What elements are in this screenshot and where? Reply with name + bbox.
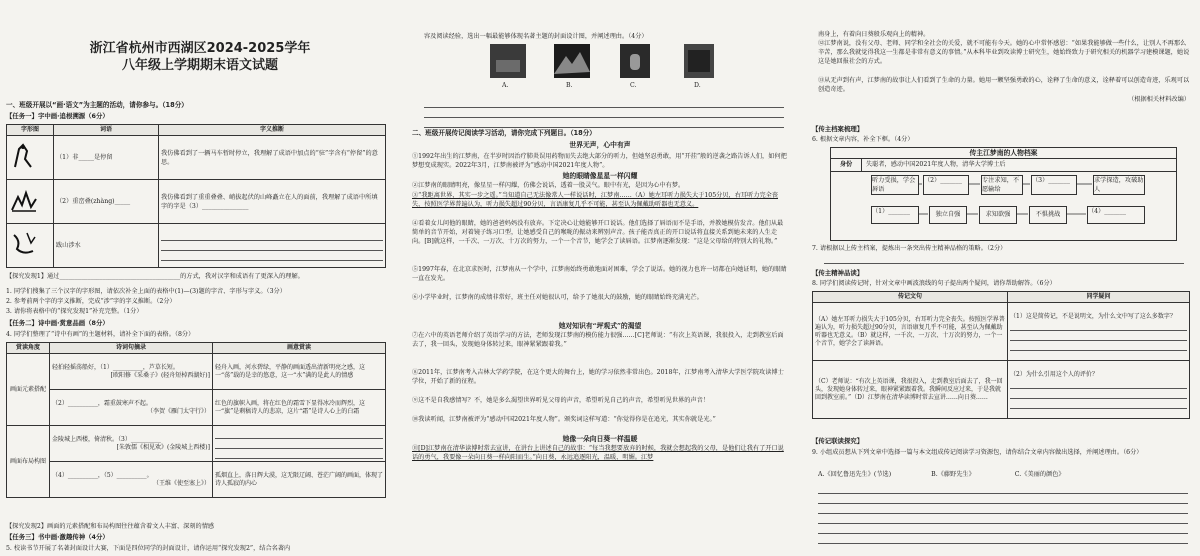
option-b[interactable]: B.《藤野先生》	[931, 471, 975, 478]
exam-title-line1: 浙江省杭州市西湖区2024-2025学年	[89, 41, 311, 56]
cover-label-b: B.	[566, 82, 573, 89]
archive-identity-row	[831, 159, 1176, 172]
para-7: ⑦在六中的英语老师介绍了英语学习的方法，老师发现江梦南的模仿能力很强……[C]老师说：“有次上英语课，我很投入，走到教室后面去了，我一回头，发现她身体转过来，眼神紧紧跟着我。”	[412, 332, 784, 348]
char-table-header-word: 词语	[54, 125, 159, 136]
para-1: ①1992年出生的江梦南，在半岁时因治疗肺炎误用药物而失去绝大部分的听力，但她坚忍勇敢，用“开挂”般的逆袭之路告诉人们，如何把梦想变成现实。2022年3月，江梦南被评为“感动中国2021年度人物”。	[412, 153, 787, 169]
note-cell-3	[213, 426, 386, 462]
discover-2: 【探究发现2】画面的元素搭配和布局构图往往蕴含着文人丰富、深刻的情感	[6, 523, 215, 530]
task-b-heading: 【传主精神品读】	[812, 269, 864, 277]
para-2: ②江梦南的眼睛明亮，像星星一样闪耀，仿佛会说话，透着一股灵气。眼中有光，是因为心中有梦。	[412, 182, 685, 189]
poem-table-header-lines: 诗词句摘录	[50, 343, 213, 354]
para-12: 南身上，有着向日葵般乐观向上的精神。	[818, 31, 930, 38]
glyph-image-she	[7, 224, 54, 268]
flow-top-1: 听力受损，学会唇语	[871, 175, 919, 195]
question-2: 2. 参考前两个字的字义推断，完成“涉”字的字义推断。（2分）	[6, 298, 176, 305]
para-4: ④看着女儿问他的眼睛，她的爸爸妈妈没有放弃。下定决心让她能够开口说话。他们选择了唇语而不是手语，并教她模仿发音。他们从最简单的音节开始，对着镜子练习口型，让她感受自己的喉咙的振动来辨别声音。孩子能否真正的开口说话将直接关系到她未来的人生走向。[B]就这样，一千次、一万次、十万次的努力，一个一个音节，她学会了读唇语。江梦南逐渐发现：“这是父母给的特别大的礼物。”	[412, 220, 784, 245]
question-7: 7. 请根据以上传主档案，提炼出一条突出传主精神品格的策略。（2分）	[812, 245, 1007, 252]
doubt-text-1: （A）她左耳听力损失大于105分贝，右耳听力完全丧失。按照医学界普遍认为，听力损失超过90分贝，言语康复几乎不可能，甚至认为佩戴助听器也无意义。（B）就这样，一千次、一万次、十万次的努力，一个一个音节，她学会了读唇语。	[813, 303, 1008, 361]
question-5: 5. 校读书节开展了名著封面设计大赛，下面是四位同学的封面设计，请你运用“探究发现2”，结合名著内	[6, 545, 291, 552]
question-3: 3. 请你将表格中的“探究发现1”补充完整。（1分）	[6, 308, 143, 315]
poem-table	[6, 342, 386, 498]
angle-layout: 画面布局构图	[7, 426, 50, 498]
subtitle-3: 她像一朵向日葵一样温暖	[562, 435, 638, 443]
cover-label-c: C.	[630, 82, 637, 89]
para-9: ⑨这不是自我感情写？不，她是多么渴望世界听见父母的声音，希望听见自己的声音，希望听见世界的声音！	[412, 397, 709, 404]
doubt-question-2: （2）为什么引用这个人的评价？	[1008, 361, 1190, 419]
question-1: 1. 同学们搜集了三个汉字的字形图，请依次补全上面的表格中(1)—(3)题的字音、字形与字义。（3分）	[6, 288, 286, 295]
option-a[interactable]: A.《回忆鲁迅先生》(节选)	[818, 471, 892, 478]
angle-elements: 画面元素搭配	[7, 354, 50, 426]
flow-bottom-1[interactable]: （1）_______	[871, 206, 919, 224]
para-3: ③“我距离世界，其实一步之遥。”当知道自己无法像常人一样说话时，江梦南……（A）她左耳听力损失大于105分贝，右耳听力完全丧失，按照医学界普遍认为，听力损失超过90分贝，言语康复几乎不可能，甚至认为佩戴助听器也无意义。	[412, 192, 779, 208]
column-left	[0, 0, 392, 556]
poem-cell-4: （4）__________，（5）__________。 （王维《使至塞上》）	[50, 462, 213, 498]
word-cell-1: （1）非_____是停留	[54, 136, 159, 180]
glyph-image-zhu	[7, 136, 54, 180]
poem-cell-1: 轻拍轻摇荡船好，（1）__________，芦草长短。 [欧阳修《采桑子》(轻舟短棹西湖好)]	[50, 354, 213, 390]
task-3-heading: 【任务三】书中画·激趣传神（4分）	[6, 533, 109, 541]
doubt-table-header-question: 同学疑问	[1008, 292, 1190, 303]
para-10: ⑩我读听闻，江梦南被评为“感动中国2021年度人物”。颁奖词这样写道：“你觉得你是在追光，其实你就是光。”	[412, 416, 716, 423]
flow-bottom-5[interactable]: （4）_______	[1087, 206, 1145, 224]
para-5: ⑤1997年春，在北京求医时，江梦南从一个学中，江梦南始终勇敢地面对困难，学会了说话。她的视力也许一切都在向她证明，她的眼睛一直在发光。	[412, 266, 787, 282]
cover-image-d[interactable]	[684, 44, 714, 78]
archive-label: 身份	[831, 159, 862, 171]
poem-cell-2: （2）__________，霜重鼓寒声不起。 （李贺《雁门太守行》）	[50, 390, 213, 426]
subtitle-2: 她对知识有“坪观式”的渴望	[558, 322, 642, 330]
q5-continued: 容及阅读经验，选出一幅最能够体现名著主题的封面设计图，并阐述理由。（4分）	[424, 33, 648, 40]
answer-lines-q9	[818, 484, 1188, 544]
task-a-heading: 【传主档案梳理】	[812, 125, 864, 133]
doubt-question-1: （1）这是简传记，不是说明文，为什么文中写了这么多数字？	[1008, 303, 1190, 361]
poem-table-header-angle: 赏读角度	[7, 343, 50, 354]
task-1-heading: 【任务一】字中画·追根溯源（6分）	[6, 112, 109, 120]
flow-top-2[interactable]: （2）_______	[923, 175, 969, 195]
task-c-heading: 【传记联读探究】	[812, 437, 864, 445]
meaning-cell-2: 我仿佛看到了重重叠叠、峭拔起伏的山峰矗立在人的面前，我理解了成语中所填字的字是（3）_______________	[159, 180, 386, 224]
cover-image-a[interactable]	[490, 44, 526, 78]
question-9: 9. 小组成员想从下列文章中选择一篇与本文组成传记阅读学习资源包，请你结合文章内容做出选择，并阐述理由。（6分）	[812, 449, 1143, 456]
cover-image-b[interactable]	[554, 44, 590, 78]
archive-box	[830, 147, 1177, 241]
meaning-cell-3	[159, 224, 386, 268]
article-title: 世界无声，心中有声	[569, 141, 631, 149]
poem-table-header-appreciation: 画意赏读	[213, 343, 386, 354]
doubt-table-header-text: 传记文句	[813, 292, 1008, 303]
question-8: 8. 同学们阅读传记时，针对文章中画波浪线的句子提出两个疑问，请你帮助解答。（6分）	[812, 280, 1056, 287]
poem-cell-3: 金陵城上西楼，倚清秋。（3）__________ [朱敦儒《相见欢》(金陵城上西楼)]	[50, 426, 213, 462]
question-6: 6. 根据文章内容，补全下框。（4分）	[812, 136, 914, 143]
doubt-table	[812, 291, 1190, 419]
word-cell-2: （2）重峦叠(zhàng)_____	[54, 180, 159, 224]
para-13: ⑫江梦南说，没有父母、老师、同学和全社会的关爱，就不可能有今天。她的心中常怀感恩：“如果我能够做一些什么，让别人不再那么辛苦，那么我就觉得我这一生都是非常有意义的事情。”从本科毕业到攻读博士研究生，她始终致力于研究相关的机器学习建模课题，她说这是她回报社会的方式。	[818, 40, 1190, 65]
flow-top-5: 求学探造，攻破助人	[1094, 177, 1144, 193]
cover-options	[490, 44, 750, 92]
archive-flow	[831, 172, 1176, 238]
para-8: ⑧2011年，江梦南考入吉林大学药学院，在这个更大的舞台上，她的学习依然非常出色。2018年，江梦南考入清华大学医学院攻读博士学位，开始了新的征程。	[412, 369, 784, 385]
article-continued	[818, 30, 1190, 104]
char-table	[6, 124, 386, 268]
meaning-cell-1: 我仿佛看到了一辆马车暂时停立，我理解了成语中加点的“驻”字含有“停留”的意思。	[159, 136, 386, 180]
note-cell-4: 孤烟直上，落日辉大漠，这无限辽阔、苍茫广阔的画面，体现了诗人孤寂的内心	[213, 462, 386, 498]
task-2-heading: 【任务二】诗中画·赏意品画（8分）	[6, 319, 109, 327]
article-source: （根据相关材料改编）	[1128, 96, 1190, 103]
flow-bottom-3: 求知欲强	[979, 206, 1017, 224]
option-list	[818, 470, 1188, 479]
note-cell-2: 红色的旗帜入画，将在红色的霜雪下显得冰冷而辉烈，这一“旗”是剩稿诗人的悲凉，这片“霜”是诗人心上的白霜	[213, 390, 386, 426]
section-2-heading: 二、班级开展传记阅读学习活动，请你完成下列题目。（18分）	[412, 129, 596, 137]
para-14: ⑬从无声到有声，江梦南的故事让人们看到了生命的力量。她用一颗坚强勇敢的心，诠释了生命的意义，诠释着可以创造奇迹，乐观可以创造奇迹。	[818, 77, 1190, 93]
option-c[interactable]: C.《美丽的颜色》	[1014, 471, 1065, 478]
doubt-text-2: （C）老师说：“有次上英语课，我很投入，走到教室后面去了，我一回头，发现她身体转过来，眼神紧紧跟着我。我瞬间反应过来，于是我就回到教室前。”（D）江梦南在清华读博时常去宣讲……向日葵……	[813, 361, 1008, 419]
article-body	[412, 152, 788, 472]
answer-lines-q5	[424, 98, 784, 128]
flow-top-3: 专注求知，不愿输给	[981, 175, 1023, 195]
char-table-header-glyph: 字形图	[7, 125, 54, 136]
archive-identity: 失聪者，感动中国2021年度人物，清华大学博士后	[866, 161, 1006, 168]
question-4: 4. 同学们整理了“诗中有画”的主题材料，请补全下面的表格。（8分）	[6, 331, 195, 338]
discover-1: 【探究发现1】通过_______________________________________的方式，我对汉字和成语有了更深入的理解。	[6, 273, 304, 280]
exam-title-line2: 八年级上学期期末语文试题	[121, 58, 278, 73]
flow-bottom-2: 独立自强	[929, 206, 967, 224]
archive-title: 传主江梦南的人物档案	[831, 148, 1176, 159]
word-cell-3: 跋山涉水	[54, 224, 159, 268]
note-cell-1: 轻舟入画，河水碧绿，平静的画面透出清新明亮之感，这一“荡”载的是幸的悠意，这一“水”满的是此人的情感	[213, 354, 386, 390]
char-table-header-meaning: 字义推断	[159, 125, 386, 136]
section-1-heading: 一、班级开展以“画·语文”为主题的活动，请你参与。（18分）	[6, 101, 188, 109]
para-11: ⑪[D]江梦南在清华读博时常去宣讲，在讲台上讲述自己的故事：“每当我想要放弃的时候，我就会想起我的父母，是他们让我有了开口说话的勇气，我要像一朵向日葵一样向阳而生。”向日葵，永远追逐阳光，温暖、明媚。江梦	[412, 445, 784, 461]
column-middle	[400, 0, 792, 556]
cover-image-c[interactable]	[620, 44, 650, 78]
para-6: ⑥小学毕业时，江梦南的成绩非常好，班主任对她很认可，给予了她很大的鼓励，她的眼睛始终充满光芒。	[412, 294, 703, 301]
flow-top-4[interactable]: （3）_______	[1031, 175, 1077, 195]
cover-label-d: D.	[694, 82, 701, 89]
flow-bottom-4: 不惧挑战	[1029, 206, 1067, 224]
glyph-image-zhang	[7, 180, 54, 224]
answer-lines-q7	[824, 254, 1184, 264]
flow-arrows	[831, 172, 1176, 238]
subtitle-1: 她的眼睛像星星一样闪耀	[562, 172, 638, 180]
cover-label-a: A.	[502, 82, 509, 89]
column-right	[800, 0, 1200, 556]
